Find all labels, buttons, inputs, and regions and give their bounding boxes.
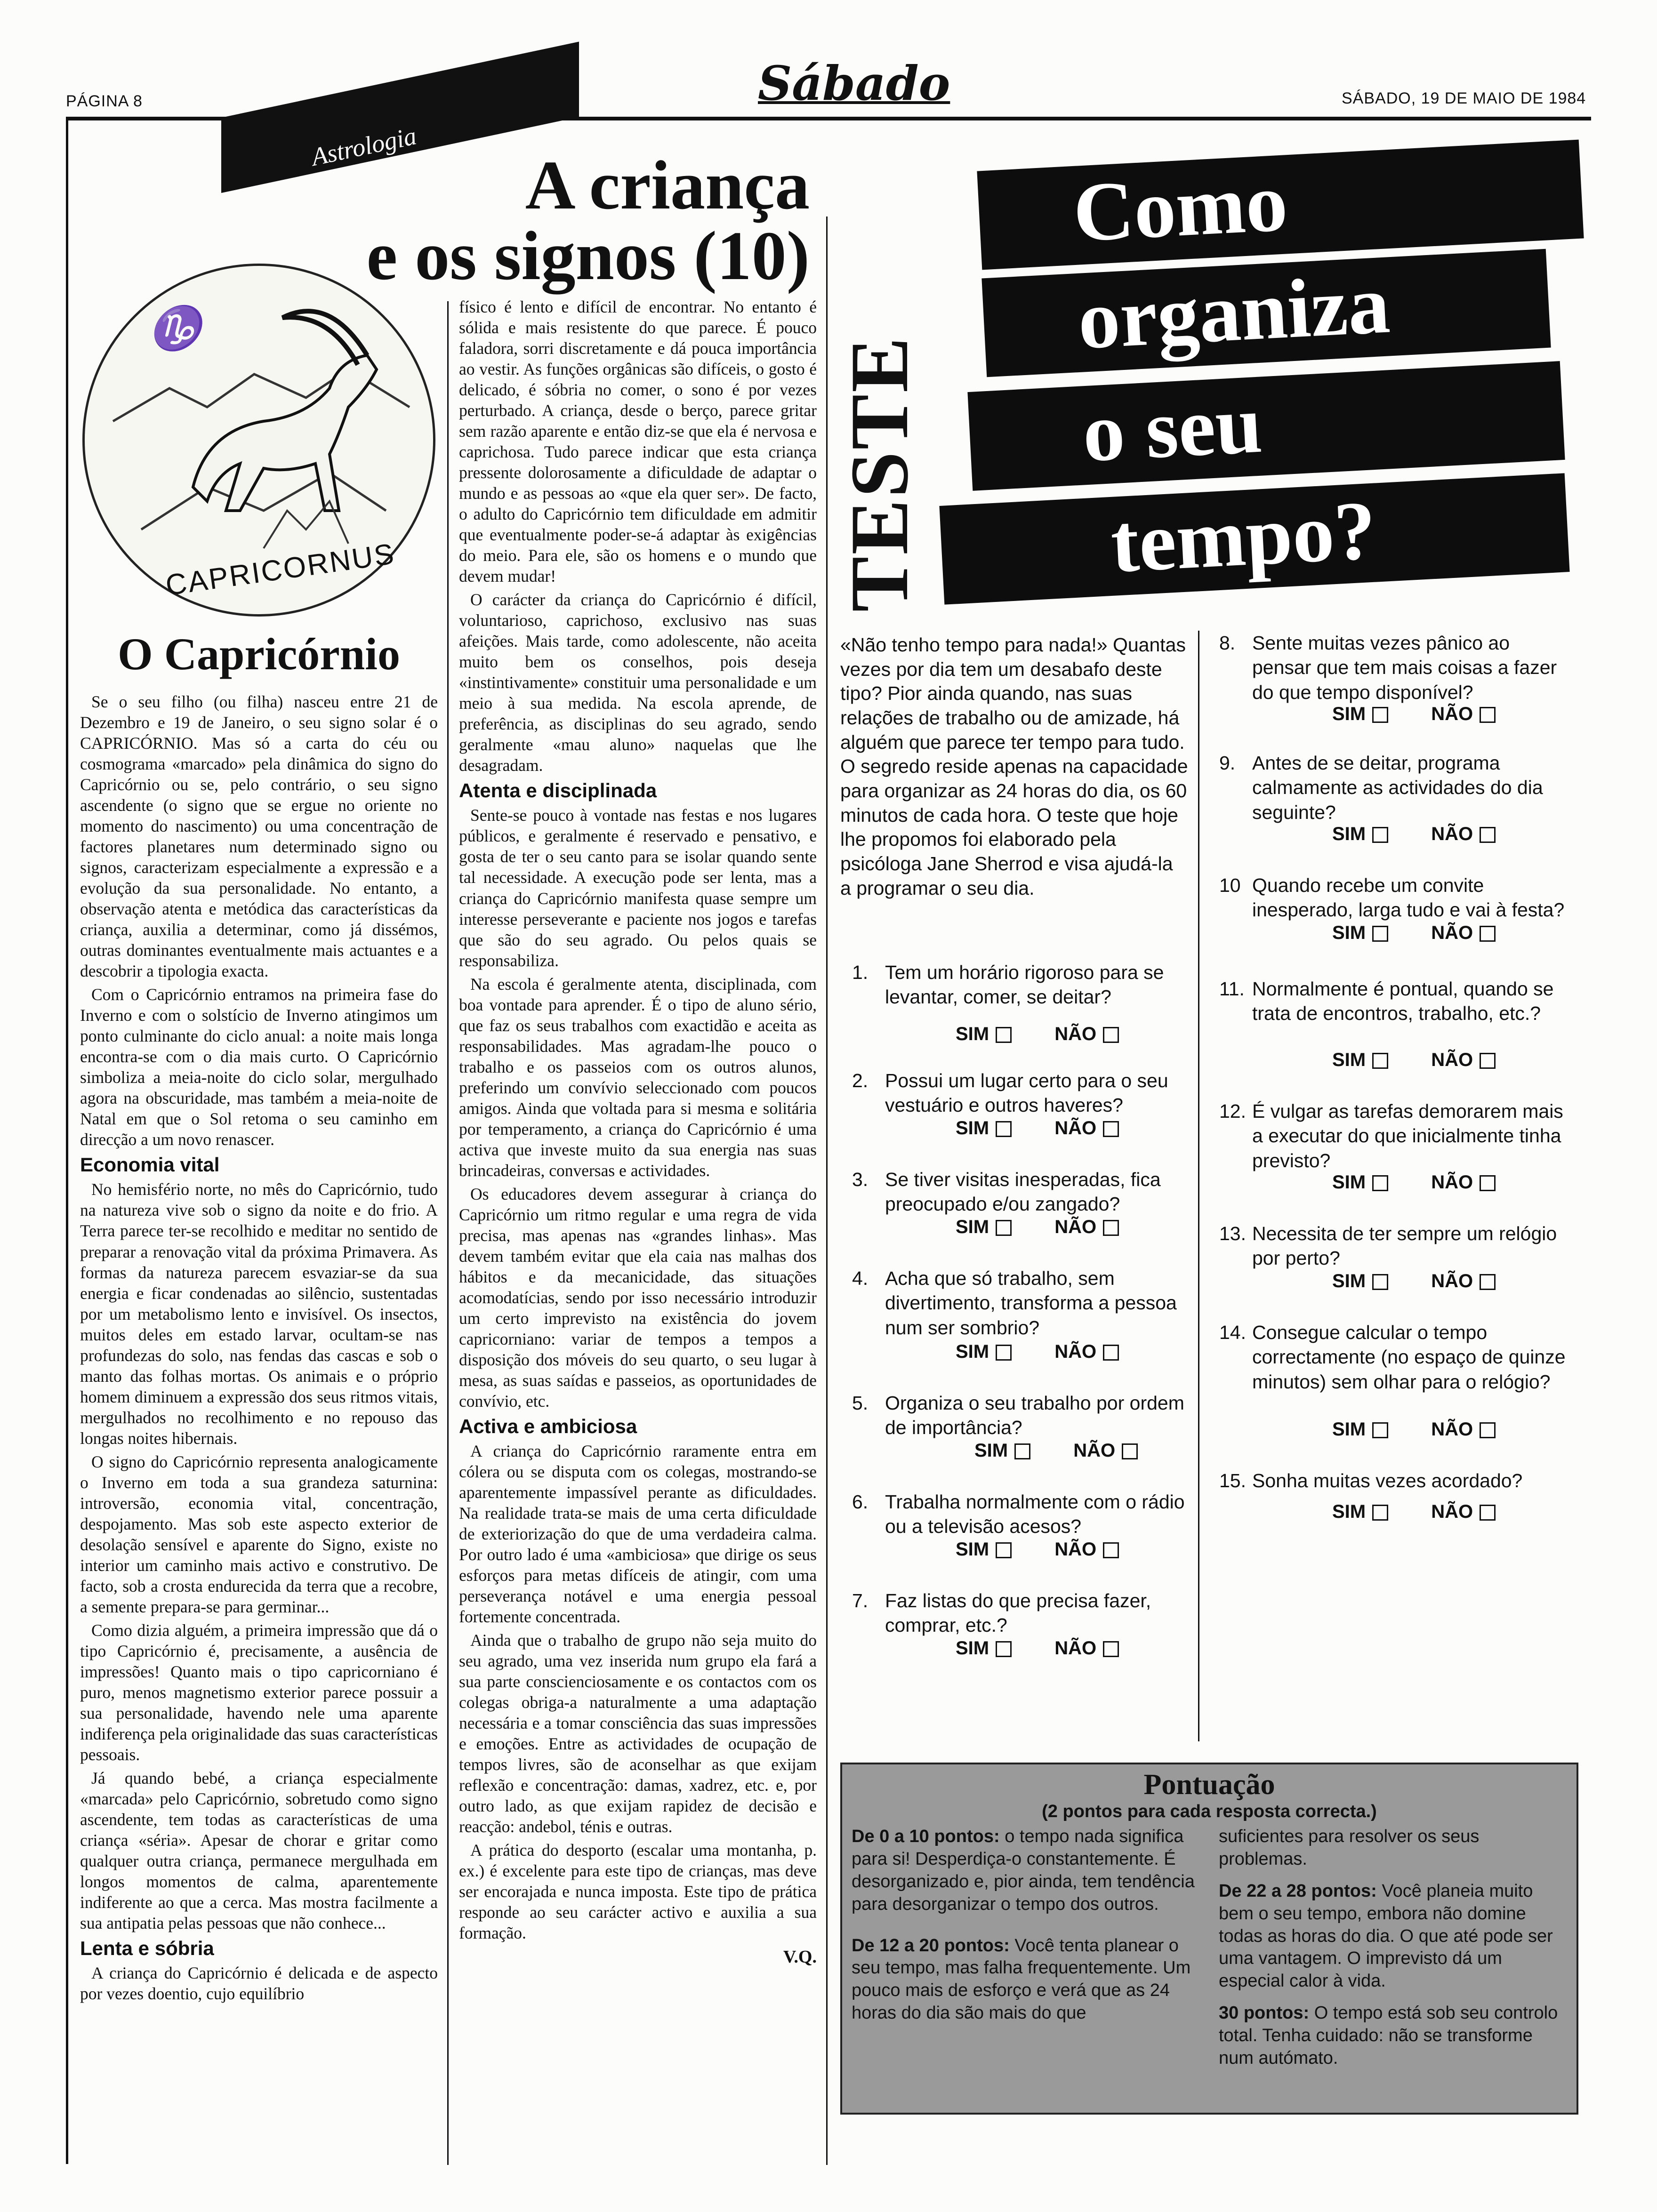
score-band: [852, 1826, 1209, 1916]
question-number: 14.: [1219, 1322, 1246, 1343]
question-number: 15.: [1219, 1470, 1246, 1491]
question-text: Acha que só trabalho, sem divertimento, transforma a pessoa num ser sombrio?: [885, 1267, 1177, 1338]
no-label: NÃO: [1431, 1050, 1473, 1070]
yes-checkbox[interactable]: [996, 1641, 1012, 1657]
yes-checkbox[interactable]: [996, 1027, 1012, 1043]
subheading-atenta: Atenta e disciplinada: [459, 779, 657, 802]
answer-row: [956, 1118, 1191, 1139]
answer-row: [974, 1440, 1191, 1461]
answer-row: [956, 1217, 1191, 1238]
no-checkbox[interactable]: [1103, 1542, 1119, 1558]
score-range: 30 pontos:: [1219, 2003, 1310, 2023]
column-divider: [1198, 631, 1199, 1741]
question-number: 9.: [1219, 752, 1236, 774]
question-text: Faz listas do que precisa fazer, comprar, etc.?: [885, 1590, 1151, 1636]
question-text: Organiza o seu trabalho por ordem de importância?: [885, 1392, 1184, 1439]
question-text: Quando recebe um convite inesperado, larga tudo e vai à festa?: [1252, 874, 1565, 921]
teste-title-block-4: [939, 473, 1569, 604]
score-text: o tempo nada significa para si! Desperdiça-o constantemente. É desorganizado e, pior ainda, tem tendência para desorganizar o tempo dos outros.: [852, 1827, 1195, 1914]
question-text: Trabalha normalmente com o rádio ou a televisão acesos?: [885, 1491, 1185, 1538]
answer-row: [1332, 1419, 1568, 1440]
no-label: NÃO: [1431, 1172, 1473, 1193]
no-label: NÃO: [1054, 1638, 1097, 1659]
no-checkbox[interactable]: [1103, 1345, 1119, 1361]
question-number: 8.: [1219, 632, 1236, 654]
paragraph: O carácter da criança do Capricórnio é difícil, voluntarioso, caprichoso, exclusivo nas suas afeições. Mais tarde, como adolescente, não aceita muito bem os conselhos, pois deseja «instintivamente» constituir uma personalidade e um meio à sua medida. Na escola aprende, de preferência, as disciplinas do seu agrado, sendo geralmente «mau aluno» naquelas que lhe desagradam.: [459, 590, 817, 775]
subheading-economia: Economia vital: [80, 1154, 220, 1176]
teste-title-line: o seu: [1080, 377, 1264, 480]
question: [852, 1167, 1191, 1217]
question-number: 3.: [852, 1169, 869, 1190]
question: [1219, 631, 1568, 704]
question-number: 1.: [852, 962, 869, 983]
no-checkbox[interactable]: [1103, 1220, 1119, 1236]
question-number: 13.: [1219, 1223, 1246, 1244]
question: [852, 1588, 1191, 1638]
paragraph: Na escola é geralmente atenta, disciplinada, com boa vontade para aprender. É o tipo de aluno sério, que faz os seus trabalhos com exactidão e aceita as responsabilidades. Mas agradam-lhe pouco o trabalho e os passeios com os outros alunos, preferindo um convívio seleccionado com poucos amigos. Ainda que voltada para si mesma e solitária por temperamento, a criança do Capricórnio é uma activa que investe muito da sua energia nas suas brincadeiras, conversas e actividades.: [459, 974, 817, 1180]
yes-checkbox[interactable]: [1372, 926, 1388, 942]
paragraph: físico é lento e difícil de encontrar. No entanto é sólida e mais resistente do que parece. É pouco faladora, sorri discretamente e dá pouca importância ao vestir. As funções orgânicas são difíceis, o gosto é delicado, é sóbria no comer, o sono é por vezes perturbado. A criança, desde o berço, parece gritar sem razão aparente e então diz-se que ela é nervosa e caprichosa. Tudo parece indicar que esta criança pressente dolorosamente a dificuldade de adaptar o mundo e as pessoas ao «que ela quer ser». De facto, o adulto do Capricórnio tem dificuldade em admitir que eventualmente poder-se-á adaptar às exigências do meio. Para ele, são os homens e o mundo que devem mudar!: [459, 297, 817, 586]
paragraph: Se o seu filho (ou filha) nasceu entre 21 de Dezembro e 19 de Janeiro, o seu signo solar é o CAPRICÓRNIO. Mas só a carta do céu ou cosmograma «marcado» pela dinâmica do signo do Capricórnio ou se, pelo contrário, o seu signo ascendente (o signo que se ergue no oriente no momento do nascimento) ou uma concentração de factores planetares num determinado signo ou signos, caracterizam especialmente a expressão e a evolução da sua personalidade. No entanto, a observação atenta e metódica das características da criança, auxilia a determinar, como já dissémos, outras dominantes eventualmente mais actuantes e a descobrir a tipologia exacta.: [80, 692, 438, 981]
question: [852, 960, 1191, 1024]
answer-row: [1332, 1271, 1568, 1292]
question: [852, 1068, 1191, 1118]
yes-label: SIM: [956, 1024, 989, 1044]
answer-row: [1332, 1501, 1568, 1523]
yes-label: SIM: [974, 1440, 1008, 1461]
questions-left: [852, 960, 1191, 1659]
score-text: O tempo está sob seu controlo total. Tenha cuidado: não se transforme num autómato.: [1219, 2003, 1558, 2068]
no-label: NÃO: [1054, 1539, 1097, 1560]
question-number: 10: [1219, 874, 1241, 896]
no-label: NÃO: [1073, 1440, 1116, 1461]
question-text: Necessita de ter sempre um relógio por perto?: [1252, 1223, 1557, 1269]
answer-row: [956, 1638, 1191, 1659]
no-checkbox[interactable]: [1103, 1027, 1119, 1043]
scoring-box: [840, 1763, 1578, 2115]
teste-title-block-1: [977, 140, 1584, 270]
question: [1219, 873, 1568, 922]
yes-checkbox[interactable]: [996, 1542, 1012, 1558]
emblem-label: CAPRICORNUS: [163, 537, 397, 602]
yes-label: SIM: [956, 1341, 989, 1362]
no-checkbox[interactable]: [1480, 1053, 1496, 1069]
question-text: Sonha muitas vezes acordado?: [1252, 1470, 1523, 1491]
question: [852, 1490, 1191, 1539]
answer-row: [1332, 824, 1568, 845]
yes-checkbox[interactable]: [996, 1345, 1012, 1361]
scoring-left: [852, 1826, 1209, 2025]
yes-label: SIM: [956, 1217, 989, 1237]
no-label: NÃO: [1054, 1217, 1097, 1237]
question-text: Consegue calcular o tempo correctamente (no espaço de quinze minutos) sem olhar para o relógio?: [1252, 1322, 1566, 1393]
score-range: De 22 a 28 pontos:: [1219, 1881, 1377, 1901]
paragraph: A criança do Capricórnio raramente entra em cólera ou se disputa com os colegas, mostrando-se aparentemente impassível perante as dificuldades. Na realidade trata-se mais de uma certa dificuldade de exteriorização do que de uma verdadeira calma. Por outro lado é uma «ambiciosa» que dirige os seus esforços para metas difíceis de atingir, com uma perseverança notável e uma energia pessoal fortemente concentrada.: [459, 1441, 817, 1627]
paragraph: Já quando bebé, a criança especialmente «marcada» pelo Capricórnio, sobretudo como signo ascendente, tem todas as características de uma criança «séria». Apesar de chorar e gritar como qualquer outra criança, permanece mergulhada em longos momentos de calma, aparentemente indiferente ao que a cerca. Mas mostra facilmente a sua antipatia pelas pessoas que não conhece...: [80, 1768, 438, 1932]
no-label: NÃO: [1054, 1024, 1097, 1044]
paragraph: Com o Capricórnio entramos na primeira fase do Inverno e com o solstício de Inverno atingimos um ponto culminante do ciclo anual: a noite mais longa encontra-se com o dia mais curto. O Capricórnio simboliza a meia-noite do ciclo solar, mergulhado agora na obscuridade, mas também a meia-noite de Natal em que o Sol retoma o seu caminho em direcção a um novo renascer.: [80, 985, 438, 1149]
question-text: Normalmente é pontual, quando se trata de encontros, trabalho, etc.?: [1252, 978, 1554, 1025]
scoring-right: [1219, 1826, 1567, 2070]
question: [1219, 751, 1568, 824]
column-divider: [826, 216, 828, 2165]
question: [1219, 1468, 1568, 1497]
yes-checkbox[interactable]: [996, 1121, 1012, 1137]
no-label: NÃO: [1431, 1501, 1473, 1522]
yes-label: SIM: [956, 1539, 989, 1560]
no-checkbox[interactable]: [1480, 707, 1496, 723]
yes-checkbox[interactable]: [1372, 1274, 1388, 1290]
answer-row: [956, 1024, 1191, 1045]
paragraph: Sente-se pouco à vontade nas festas e nos lugares públicos, e geralmente é reservado e pensativo, e gosta de ter o seu canto para se isolar quando sente tal necessidade. A execução pode ser lenta, mas a criança do Capricórnio manifesta quase sempre um interesse perseverante e paciente nos jogos e tarefas que são do seu agrado. Ou pelos quais se responsabiliza.: [459, 806, 817, 970]
page-number: PÁGINA 8: [66, 92, 143, 110]
no-checkbox[interactable]: [1480, 1505, 1496, 1521]
question: [1219, 1221, 1568, 1271]
paragraph: Ainda que o trabalho de grupo não seja muito do seu agrado, uma vez inserida num grupo ela fará a sua parte conscienciosamente e os contactos com os colegas obriga-a naturalmente a uma adaptação necessária e a tomar consciência das suas impressões e emoções. Entre as actividades de ocupação de tempos livres, são de aconselhar as que exijam reflexão e concentração: damas, xadrez, etc. e, por outro lado, as que exijam rapidez de decisão e reacção: andebol, ténis e outras.: [459, 1631, 817, 1836]
yes-checkbox[interactable]: [1372, 707, 1388, 723]
capricorn-emblem: [82, 264, 435, 617]
no-label: NÃO: [1054, 1341, 1097, 1362]
answer-row: [1332, 704, 1568, 725]
scoring-title: Pontuação: [1143, 1769, 1275, 1801]
issue-date: SÁBADO, 19 DE MAIO DE 1984: [1342, 89, 1586, 107]
yes-label: SIM: [956, 1118, 989, 1138]
question: [852, 1266, 1191, 1341]
answer-row: [1332, 1050, 1568, 1071]
question-number: 6.: [852, 1491, 869, 1513]
question: [1219, 1320, 1568, 1419]
question-number: 4.: [852, 1267, 869, 1289]
author-signature: V.Q.: [783, 1947, 817, 1967]
yes-label: SIM: [1332, 704, 1366, 724]
no-label: NÃO: [1054, 1118, 1097, 1138]
left-border: [66, 117, 68, 2164]
answer-row: [1332, 1172, 1568, 1193]
score-band: [852, 1935, 1209, 2025]
yes-label: SIM: [1332, 1172, 1366, 1193]
yes-checkbox[interactable]: [996, 1220, 1012, 1236]
answer-row: [956, 1341, 1191, 1362]
yes-label: SIM: [1332, 824, 1366, 844]
teste-title-line: Como: [1071, 155, 1290, 259]
yes-label: SIM: [1332, 1419, 1366, 1440]
paragraph: O signo do Capricórnio representa analogicamente o Inverno em toda a sua grandeza saturnina: introversão, economia vital, concentração, despojamento. Mas sob este aspecto exterior de desolação sensível e aparente do Signo, existe no interior um caminho mais activo e construtivo. De facto, sob a crosta endurecida da terra que a recobre, a semente prepara-se para germinar...: [80, 1452, 438, 1616]
score-range: De 12 a 20 pontos:: [852, 1935, 1010, 1956]
no-checkbox[interactable]: [1480, 926, 1496, 942]
answer-row: [956, 1539, 1191, 1560]
teste-title-block-3: [967, 361, 1565, 491]
article-column-1: [80, 621, 438, 2007]
yes-checkbox[interactable]: [1014, 1443, 1030, 1459]
no-checkbox[interactable]: [1103, 1121, 1119, 1137]
question-text: Sente muitas vezes pânico ao pensar que tem mais coisas a fazer do que tempo disponível?: [1252, 632, 1557, 703]
answer-row: [1332, 922, 1568, 944]
yes-checkbox[interactable]: [1372, 827, 1388, 843]
paragraph: A prática do desporto (escalar uma montanha, p. ex.) é excelente para este tipo de crianças, mas deve ser encorajada e nunca imposta. Este tipo de prática responde ao seu carácter activo e auxilia a sua formação.: [459, 1841, 817, 1943]
teste-intro: «Não tenho tempo para nada!» Quantas vezes por dia tem um desabafo deste tipo? Pior ainda quando, nas suas relações de trabalho ou de amizade, há alguém que parece ter tempo para tudo. O segredo reside apenas na capacidade para organizar as 24 horas do dia, os 60 minutos de cada hora. O teste que hoje lhe propomos foi elaborado pela psicóloga Jane Sherrod e visa ajudá-la a programar o seu dia.: [840, 634, 1188, 899]
teste-title-block-2: [981, 249, 1551, 377]
article-title-line1: A criança: [525, 147, 810, 224]
yes-checkbox[interactable]: [1372, 1053, 1388, 1069]
question-text: Possui um lugar certo para o seu vestuário e outros haveres?: [885, 1070, 1168, 1116]
question-text: Se tiver visitas inesperadas, fica preocupado e/ou zangado?: [885, 1169, 1161, 1215]
yes-checkbox[interactable]: [1372, 1505, 1388, 1521]
question: [1219, 1099, 1568, 1172]
yes-label: SIM: [956, 1638, 989, 1659]
score-band: [1219, 1880, 1567, 1993]
subheading-activa: Activa e ambiciosa: [459, 1415, 637, 1437]
score-text: Você tenta planear o seu tempo, mas falha frequentemente. Um pouco mais de esforço e verá que as 24 horas do dia são mais do que: [852, 1935, 1191, 2023]
yes-label: SIM: [1332, 922, 1366, 943]
score-band: [1219, 2002, 1567, 2070]
paragraph: Os educadores devem assegurar à criança do Capricórnio um ritmo regular e uma regra de vida precisa, mas apenas nas «grandes linhas». Mas devem também evitar que ela caia nas malhas dos hábitos e da mecanicidade, das situações acomodatícias, sendo por isso necessário introduzir um certo imprevisto na existência do jovem capricorniano: variar de tempos a tempos a disposição dos móveis do seu quarto, o seu lugar à mesa, as suas saídas e passeios, as oportunidades de convívio, etc.: [459, 1184, 817, 1411]
teste-title-line: organiza: [1076, 257, 1392, 367]
no-label: NÃO: [1431, 1271, 1473, 1291]
yes-checkbox[interactable]: [1372, 1422, 1388, 1438]
no-checkbox[interactable]: [1480, 1274, 1496, 1290]
question-text: Antes de se deitar, programa calmamente as actividades do dia seguinte?: [1252, 752, 1543, 823]
no-checkbox[interactable]: [1480, 1175, 1496, 1191]
score-text: suficientes para resolver os seus problemas.: [1219, 1827, 1480, 1869]
subheading-lenta: Lenta e sóbria: [80, 1937, 214, 1960]
no-checkbox[interactable]: [1480, 1422, 1496, 1438]
question-number: 7.: [852, 1590, 869, 1611]
no-label: NÃO: [1431, 1419, 1473, 1440]
question-number: 5.: [852, 1392, 869, 1414]
question: [1219, 977, 1568, 1050]
yes-label: SIM: [1332, 1501, 1366, 1522]
article-column-2: [459, 297, 817, 1968]
question-text: Tem um horário rigoroso para se levantar, comer, se deitar?: [885, 962, 1164, 1008]
section-label: Astrologia: [309, 121, 419, 171]
score-range: De 0 a 10 pontos:: [852, 1827, 1000, 1846]
yes-label: SIM: [1332, 1271, 1366, 1291]
no-checkbox[interactable]: [1480, 827, 1496, 843]
scoring-subtitle: (2 pontos para cada resposta correcta.): [1042, 1802, 1377, 1821]
teste-label: TESTE: [834, 335, 925, 612]
article-heading: O Capricórnio: [118, 629, 400, 679]
yes-checkbox[interactable]: [1372, 1175, 1388, 1191]
article-title-line2: e os signos (10): [366, 217, 810, 295]
paragraph: A criança do Capricórnio é delicada e de aspecto por vezes doentio, cujo equilíbrio: [80, 1964, 438, 2004]
paragraph: Como dizia alguém, a primeira impressão que dá o tipo Capricórnio é, precisamente, a ausência de impressões! Quanto mais o tipo capricorniano é puro, menos magnetismo exterior parece possuir a sua personalidade, havendo nele uma aparente indiferença pela originalidade das suas características pessoais.: [80, 1620, 438, 1764]
yes-label: SIM: [1332, 1050, 1366, 1070]
teste-title-line: tempo?: [1108, 483, 1379, 590]
no-label: NÃO: [1431, 704, 1473, 724]
question-number: 2.: [852, 1070, 869, 1091]
no-checkbox[interactable]: [1103, 1641, 1119, 1657]
questions-right: [1219, 631, 1568, 1523]
paragraph: No hemisfério norte, no mês do Capricórnio, tudo na natureza vive sob o signo da noite e do frio. A Terra parece ter-se recolhido e meditar no sentido de preparar a renovação vital da próxima Primavera. As formas da natureza parecem esvaziar-se da sua energia e ficar condenadas ao silêncio, sustentadas por um metabolismo lento e invisível. Os insectos, muitos deles em estado larvar, ocultam-se nas profundezas do solo, nas fendas das cascas e sob o manto das folhas mortas. Os animais e o próprio homem diminuem a expressão dos seus ritmos vitais, mergulhados no recolhimento e no repouso das longas noites hibernais.: [80, 1180, 438, 1448]
question-text: É vulgar as tarefas demorarem mais a executar do que inicialmente tinha previsto?: [1252, 1100, 1563, 1171]
masthead-logo: Sábado: [758, 56, 950, 111]
no-label: NÃO: [1431, 824, 1473, 844]
column-divider: [447, 301, 449, 2165]
question: [852, 1391, 1191, 1440]
score-text: Você planeia muito bem o seu tempo, embora não domine todas as horas do dia. O que até pode ser uma vantagem. O imprevisto dá um especial calor à vida.: [1219, 1881, 1553, 1991]
no-label: NÃO: [1431, 922, 1473, 943]
no-checkbox[interactable]: [1122, 1443, 1138, 1459]
score-band: [1219, 1826, 1567, 1871]
question-number: 12.: [1219, 1100, 1246, 1122]
capricorn-symbol: ♑: [148, 304, 201, 353]
question-number: 11.: [1219, 978, 1245, 1000]
